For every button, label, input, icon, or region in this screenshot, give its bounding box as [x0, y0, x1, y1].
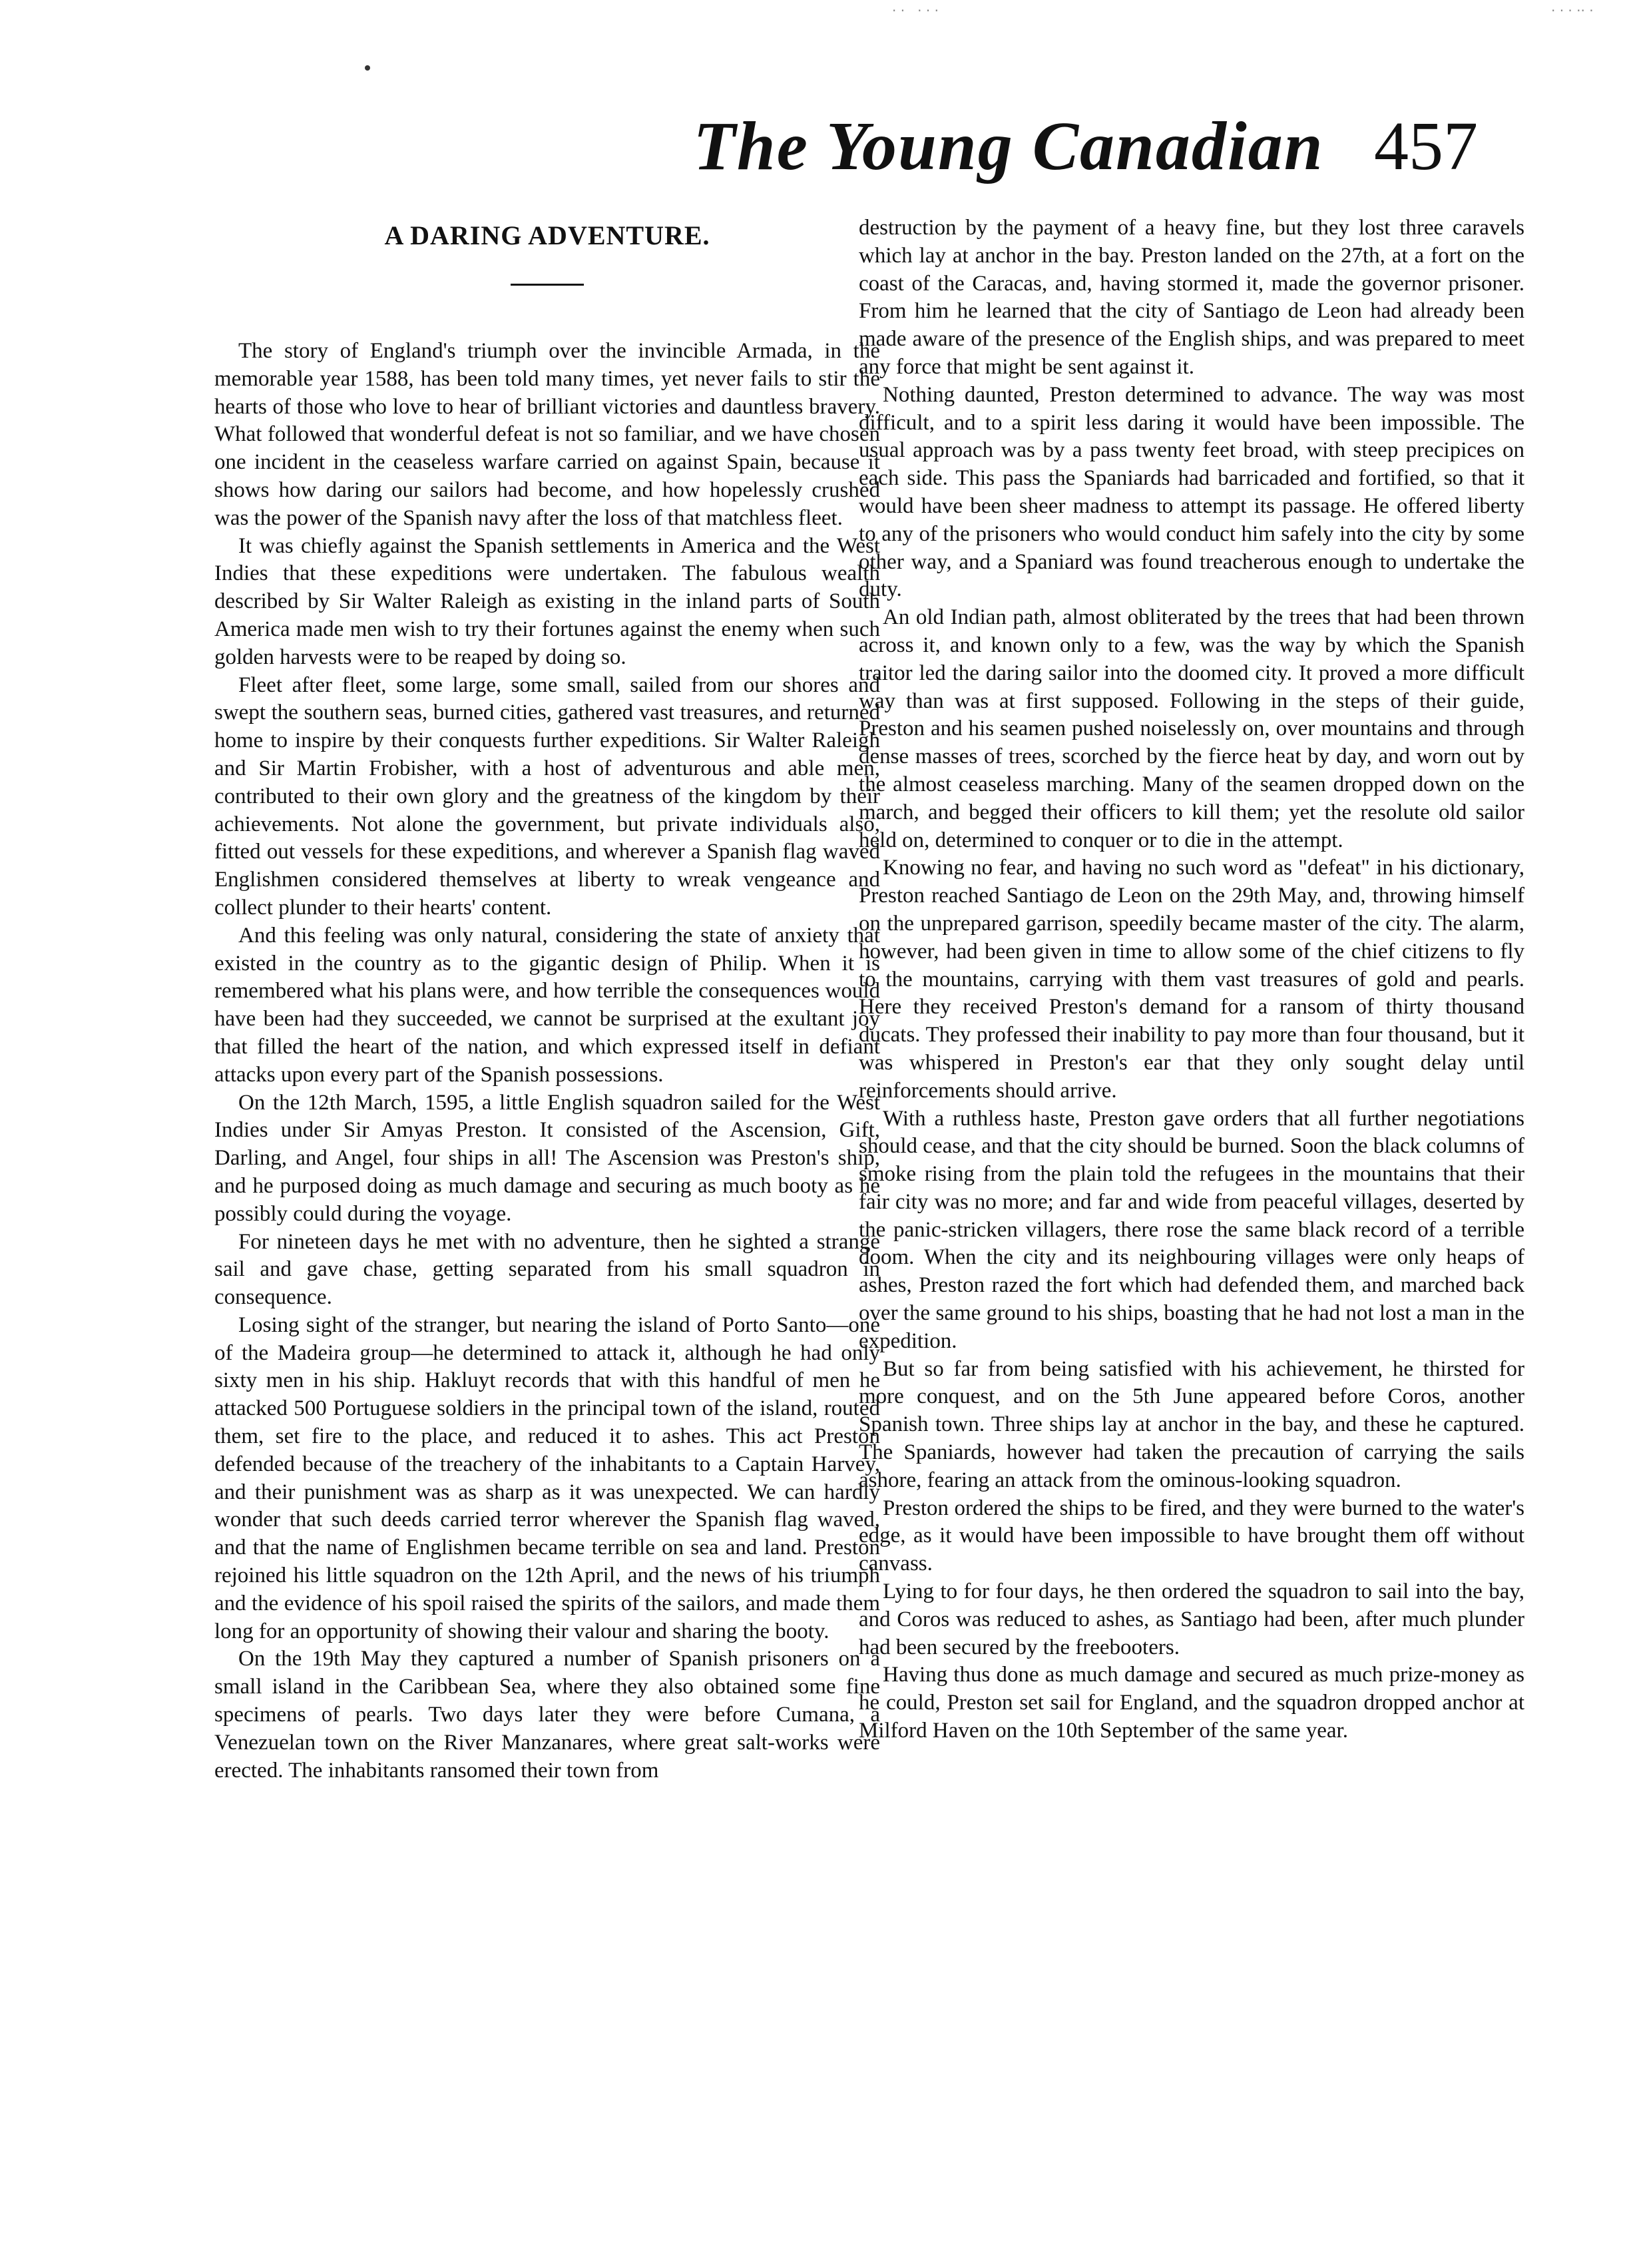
- paragraph: Nothing daunted, Preston determined to advance. The way was most difficult, and to a spirit less daring it would have been impossible. The usual approach was by a pass twenty feet broad, with steep precipices on each side. This pass the Spaniards had barricaded and fortified, so that it would have been sheer madness to attempt its passage. He offered liberty to any of the prisoners who would conduct him safely into the city by some other way, and a Spaniard was found treacherous enough to undertake the duty.: [859, 382, 1524, 602]
- scan-speck: [365, 65, 370, 71]
- page-number: 457: [1374, 108, 1478, 184]
- paragraph: On the 12th March, 1595, a little English squadron sailed for the West Indies under Sir Amyas Preston. It consisted of the Ascension, Gift, Darling, and Angel, four ships in all! The Ascension was Preston's ship, and he purposed doing as much damage and securing as much booty as he possibly could during the voyage.: [214, 1090, 880, 1226]
- left-column: [214, 214, 880, 1785]
- paragraph: It was chiefly against the Spanish settlements in America and the West Indies that these expeditions were undertaken. The fabulous wealth described by Sir Walter Raleigh as existing in the inland parts of South America made men wish to try their fortunes against the enemy when such golden harvests were to be reaped by doing so.: [214, 533, 880, 669]
- paragraph: The story of England's triumph over the invincible Armada, in the memorable year 1588, has been told many times, yet never fails to stir the hearts of those who love to hear of brilliant victories and dauntless bravery. What followed that wonderful defeat is not so familiar, and we have chosen one incident in the ceaseless warfare carried on against Spain, because it shows how daring our sailors had become, and how hopelessly crushed was the power of the Spanish navy after the loss of that matchless fleet.: [214, 339, 880, 530]
- paragraph: destruction by the payment of a heavy fine, but they lost three caravels which lay at anchor in the bay. Preston landed on the 27th, at a fort on the coast of the Caracas, and, having stormed it, made the governor prisoner. From him he learned that the city of Santiago de Leon had already been made aware of the presence of the English ships, and was prepared to meet any force that might be sent against it.: [859, 216, 1524, 379]
- paragraph: Having thus done as much damage and secured as much prize-money as he could, Preston set sail for England, and the squadron dropped anchor at Milford Haven on the 10th September of the same year.: [859, 1663, 1524, 1743]
- paragraph: And this feeling was only natural, considering the state of anxiety that existed in the country as to the gigantic design of Philip. When it is remembered what his plans were, and how terrible the consequences would have been had they succeeded, we cannot be surprised at the exultant joy that filled the heart of the nation, and which expressed itself in defiant attacks upon every part of the Spanish possessions.: [214, 923, 880, 1087]
- paragraph: But so far from being satisfied with his achievement, he thirsted for more conquest, and on the 5th June appeared before Coros, another Spanish town. Three ships lay at anchor in the bay, and these he captured. The Spaniards, however had taken the precaution of carrying the sails ashore, fearing an attack from the ominous-looking squadron.: [859, 1356, 1524, 1492]
- paragraph: Lying to for four days, he then ordered the squadron to sail into the bay, and Coros was reduced to ashes, as Santiago had been, after much plunder had been secured by the freebooters.: [859, 1579, 1524, 1659]
- page-header: [639, 100, 1478, 193]
- title-divider: [511, 284, 584, 286]
- paragraph: Fleet after fleet, some large, some small, sailed from our shores and swept the southern seas, burned cities, gathered vast treasures, and returned home to inspire by their conquests further expeditions. Sir Walter Raleigh and Sir Martin Frobisher, with a host of adventurous and able men, contributed to their own glory and the greatness of the kingdom by their achievements. Not alone the government, but private individuals also, fitted out vessels for these expeditions, and wherever a Spanish flag waved Englishmen considered themselves at liberty to wreak vengeance and collect plunder to their hearts' content.: [214, 673, 880, 920]
- scan-artifact-marks: · · · · ·: [892, 3, 939, 19]
- paragraph: On the 19th May they captured a number of Spanish prisoners on a small island in the Caribbean Sea, where they also obtained some fine specimens of pearls. Two days later they were before Cumana, a Venezuelan town on the River Manzanares, where great salt-works were erected. The inhabitants ransomed their town from: [214, 1647, 880, 1783]
- article-title: A DARING ADVENTURE.: [384, 220, 710, 250]
- paragraph: An old Indian path, almost obliterated by the trees that had been thrown across it, and known only to a few, was the way by which the Spanish traitor led the daring sailor into the doomed city. It proved a more difficult way than was at first supposed. Following in the steps of their guide, Preston and his seamen pushed noiselessly on, over mountains and through dense masses of trees, scorched by the fierce heat by day, and worn out by the almost ceaseless marching. Many of the seamen dropped down on the march, and begged their officers to kill them; yet the resolute old sailor held on, determined to conquer or to die in the attempt.: [859, 605, 1524, 852]
- scan-artifact-marks: · · · ·· ·: [1551, 3, 1594, 19]
- paragraph: Knowing no fear, and having no such word as "defeat" in his dictionary, Preston reached Santiago de Leon on the 29th May, and, throwing himself on the unprepared garrison, speedily became master of the city. The alarm, however, had been given in time to allow some of the chief citizens to fly to the mountains, carrying with them vast treasures of gold and pearls. Here they received Preston's demand for a ransom of thirty thousand ducats. They professed their inability to pay more than four thousand, but it was whispered in Preston's ear that they only sought delay until reinforcements should arrive.: [859, 856, 1524, 1103]
- paragraph: For nineteen days he met with no adventure, then he sighted a strange sail and gave chase, getting separated from his small squadron in consequence.: [214, 1229, 880, 1310]
- right-column: [859, 214, 1524, 1745]
- paragraph: Preston ordered the ships to be fired, and they were burned to the water's edge, as it would have been impossible to have brought them off without canvass.: [859, 1496, 1524, 1576]
- masthead-title: The Young Canadian: [693, 108, 1324, 184]
- paragraph: Losing sight of the stranger, but nearing the island of Porto Santo—one of the Madeira group—he determined to attack it, although he had only sixty men in his ship. Hakluyt records that with this handful of men he attacked 500 Portuguese soldiers in the principal town of the island, routed them, set fire to the place, and reduced it to ashes. This act Preston defended because of the treachery of the inhabitants to a Captain Harvey, and their punishment was as sharp as it was unexpected. We can hardly wonder that such deeds carried terror wherever the Spanish flag waved, and that the name of Englishmen became terrible on sea and land. Preston rejoined his little squadron on the 12th April, and the news of his triumph and the evidence of his spoil raised the spirits of the sailors, and made them long for an opportunity of showing their valour and sharing the booty.: [214, 1312, 880, 1643]
- paragraph: With a ruthless haste, Preston gave orders that all further negotiations should cease, and that the city should be burned. Soon the black columns of smoke rising from the plain told the refugees in the mountains that their fair city was no more; and far and wide from peaceful villages, deserted by the panic-stricken villagers, there rose the same black record of a terrible doom. When the city and its neighbouring villages were only heaps of ashes, Preston razed the fort which had defended them, and marched back over the same ground to his ships, boasting that he had not lost a man in the expedition.: [859, 1106, 1524, 1353]
